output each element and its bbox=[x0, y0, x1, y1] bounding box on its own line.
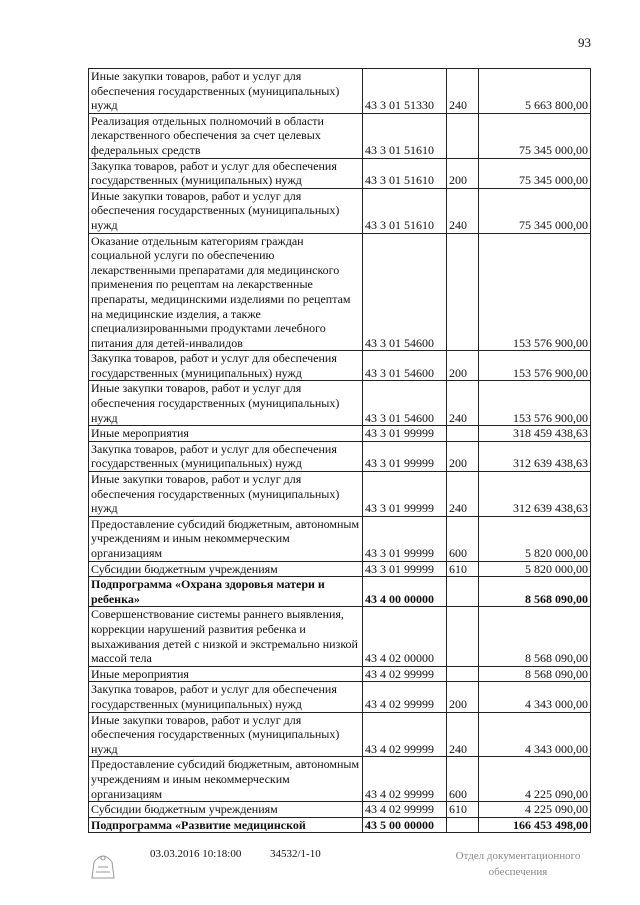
department-stamp bbox=[448, 848, 588, 880]
budget-table bbox=[88, 68, 591, 833]
row-code: 43 3 01 51610 bbox=[363, 158, 447, 188]
row-code: 43 3 01 51610 bbox=[363, 188, 447, 233]
row-name: Субсидии бюджетным учреждениям bbox=[89, 802, 363, 818]
row-name: Реализация отдельных полномочий в области лекарственного обеспечения за счет целевых федеральных средств bbox=[89, 113, 363, 158]
stamp-line-1: Отдел документационного bbox=[455, 850, 581, 862]
row-expense-type: 200 bbox=[447, 441, 479, 471]
table-row bbox=[89, 188, 591, 233]
row-expense-type: 200 bbox=[447, 682, 479, 712]
row-name: Иные закупки товаров, работ и услуг для обеспечения государственных (муниципальных) нужд bbox=[89, 472, 363, 517]
row-amount: 312 639 438,63 bbox=[479, 472, 591, 517]
row-expense-type: 600 bbox=[447, 516, 479, 561]
row-code: 43 3 01 51610 bbox=[363, 113, 447, 158]
row-code: 43 4 02 99999 bbox=[363, 712, 447, 757]
footer-doc-number: 34532/1-10 bbox=[270, 848, 321, 860]
stamp-line-2: обеспечения bbox=[488, 866, 548, 878]
row-code: 43 4 02 99999 bbox=[363, 802, 447, 818]
row-code: 43 3 01 54600 bbox=[363, 351, 447, 381]
row-expense-type: 610 bbox=[447, 802, 479, 818]
row-amount: 75 345 000,00 bbox=[479, 113, 591, 158]
row-name: Закупка товаров, работ и услуг для обеспечения государственных (муниципальных) нужд bbox=[89, 682, 363, 712]
emblem-logo bbox=[88, 848, 118, 882]
row-expense-type: 240 bbox=[447, 472, 479, 517]
row-expense-type: 600 bbox=[447, 757, 479, 802]
row-name: Иные закупки товаров, работ и услуг для обеспечения государственных (муниципальных) нужд bbox=[89, 712, 363, 757]
row-expense-type: 240 bbox=[447, 69, 479, 114]
table-row bbox=[89, 351, 591, 381]
row-code: 43 3 01 99999 bbox=[363, 426, 447, 442]
row-code: 43 4 00 00000 bbox=[363, 577, 447, 607]
row-expense-type bbox=[447, 426, 479, 442]
table-row bbox=[89, 712, 591, 757]
row-expense-type bbox=[447, 666, 479, 682]
row-name: Иные мероприятия bbox=[89, 666, 363, 682]
row-name: Подпрограмма «Развитие медицинской bbox=[89, 817, 363, 833]
row-code: 43 3 01 99999 bbox=[363, 441, 447, 471]
row-code: 43 3 01 54600 bbox=[363, 381, 447, 426]
row-expense-type bbox=[447, 817, 479, 833]
row-name: Иные закупки товаров, работ и услуг для обеспечения государственных (муниципальных) нужд bbox=[89, 188, 363, 233]
row-amount: 4 343 000,00 bbox=[479, 712, 591, 757]
row-expense-type: 240 bbox=[447, 381, 479, 426]
row-expense-type: 240 bbox=[447, 712, 479, 757]
row-amount: 8 568 090,00 bbox=[479, 577, 591, 607]
row-code: 43 4 02 99999 bbox=[363, 682, 447, 712]
footer-timestamp: 03.03.2016 10:18:00 bbox=[150, 848, 242, 860]
table-row bbox=[89, 607, 591, 666]
row-code: 43 4 02 99999 bbox=[363, 757, 447, 802]
row-name: Субсидии бюджетным учреждениям bbox=[89, 561, 363, 577]
row-name: Оказание отдельным категориям граждан социальной услуги по обеспечению лекарственными препаратами для медицинского применения по рецептам на лекарственные препараты, медицинскими изделиями по рецептам на медицинские изделия, а также специализированными продуктами лечебного питания для детей-инвалидов bbox=[89, 233, 363, 351]
row-code: 43 3 01 99999 bbox=[363, 516, 447, 561]
table-row bbox=[89, 802, 591, 818]
table-row bbox=[89, 381, 591, 426]
table-row bbox=[89, 472, 591, 517]
table-row bbox=[89, 113, 591, 158]
row-code: 43 4 02 99999 bbox=[363, 666, 447, 682]
row-name: Иные мероприятия bbox=[89, 426, 363, 442]
row-amount: 166 453 498,00 bbox=[479, 817, 591, 833]
row-amount: 8 568 090,00 bbox=[479, 666, 591, 682]
row-amount: 318 459 438,63 bbox=[479, 426, 591, 442]
table-row bbox=[89, 682, 591, 712]
row-name: Закупка товаров, работ и услуг для обеспечения государственных (муниципальных) нужд bbox=[89, 351, 363, 381]
row-amount: 153 576 900,00 bbox=[479, 233, 591, 351]
table-row bbox=[89, 426, 591, 442]
row-name: Иные закупки товаров, работ и услуг для обеспечения государственных (муниципальных) нужд bbox=[89, 69, 363, 114]
row-expense-type: 240 bbox=[447, 188, 479, 233]
row-expense-type bbox=[447, 577, 479, 607]
row-code: 43 3 01 54600 bbox=[363, 233, 447, 351]
row-code: 43 5 00 00000 bbox=[363, 817, 447, 833]
row-name: Закупка товаров, работ и услуг для обеспечения государственных (муниципальных) нужд bbox=[89, 441, 363, 471]
table-row bbox=[89, 516, 591, 561]
row-amount: 5 663 800,00 bbox=[479, 69, 591, 114]
table-row bbox=[89, 441, 591, 471]
row-amount: 312 639 438,63 bbox=[479, 441, 591, 471]
table-row bbox=[89, 69, 591, 114]
page-number: 93 bbox=[578, 35, 591, 50]
row-name: Подпрограмма «Охрана здоровья матери и ребенка» bbox=[89, 577, 363, 607]
row-expense-type bbox=[447, 113, 479, 158]
table-row bbox=[89, 233, 591, 351]
row-amount: 5 820 000,00 bbox=[479, 516, 591, 561]
table-row bbox=[89, 757, 591, 802]
row-amount: 153 576 900,00 bbox=[479, 351, 591, 381]
row-name: Совершенствование системы раннего выявления, коррекции нарушений развития ребенка и выхаживания детей с низкой и экстремально низкой массой тела bbox=[89, 607, 363, 666]
row-expense-type bbox=[447, 607, 479, 666]
row-code: 43 4 02 00000 bbox=[363, 607, 447, 666]
budget-table-body bbox=[89, 69, 591, 833]
row-name: Закупка товаров, работ и услуг для обеспечения государственных (муниципальных) нужд bbox=[89, 158, 363, 188]
row-name: Предоставление субсидий бюджетным, автономным учреждениям и иным некоммерческим организациям bbox=[89, 516, 363, 561]
row-name: Иные закупки товаров, работ и услуг для обеспечения государственных (муниципальных) нужд bbox=[89, 381, 363, 426]
row-amount: 5 820 000,00 bbox=[479, 561, 591, 577]
table-row bbox=[89, 666, 591, 682]
row-amount: 75 345 000,00 bbox=[479, 158, 591, 188]
row-amount: 153 576 900,00 bbox=[479, 381, 591, 426]
row-code: 43 3 01 99999 bbox=[363, 472, 447, 517]
row-code: 43 3 01 99999 bbox=[363, 561, 447, 577]
row-code: 43 3 01 51330 bbox=[363, 69, 447, 114]
row-amount: 4 225 090,00 bbox=[479, 802, 591, 818]
row-name: Предоставление субсидий бюджетным, автономным учреждениям и иным некоммерческим организациям bbox=[89, 757, 363, 802]
row-amount: 4 225 090,00 bbox=[479, 757, 591, 802]
row-expense-type: 200 bbox=[447, 351, 479, 381]
row-amount: 4 343 000,00 bbox=[479, 682, 591, 712]
row-expense-type bbox=[447, 233, 479, 351]
table-row bbox=[89, 577, 591, 607]
table-row bbox=[89, 561, 591, 577]
table-row bbox=[89, 158, 591, 188]
row-amount: 8 568 090,00 bbox=[479, 607, 591, 666]
row-amount: 75 345 000,00 bbox=[479, 188, 591, 233]
row-expense-type: 200 bbox=[447, 158, 479, 188]
row-expense-type: 610 bbox=[447, 561, 479, 577]
table-row bbox=[89, 817, 591, 833]
